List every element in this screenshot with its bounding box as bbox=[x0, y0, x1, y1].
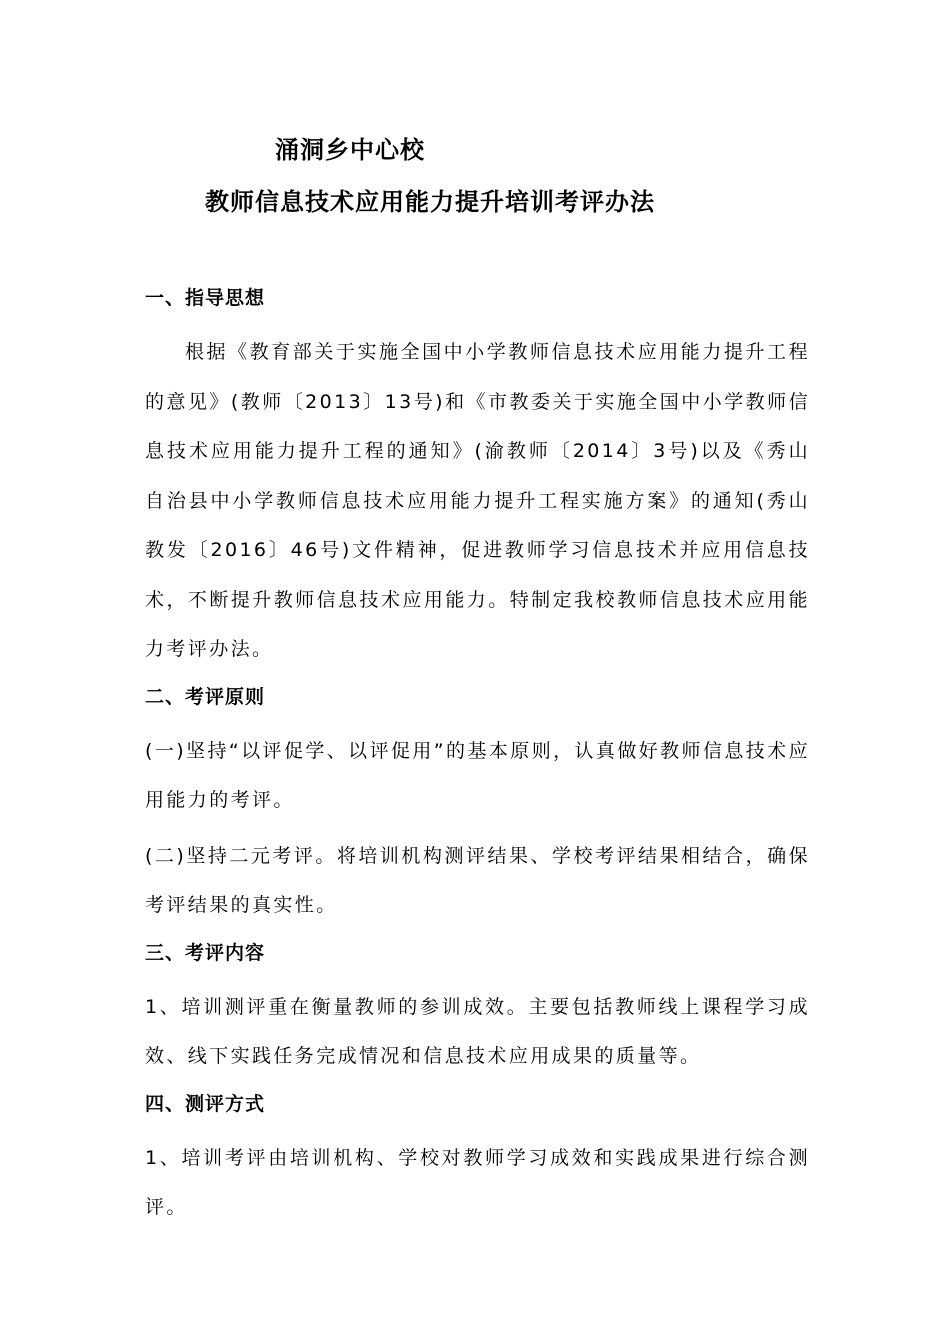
paragraph-principle-1: (一)坚持“以评促学、以评促用”的基本原则，认真做好教师信息技术应用能力的考评。 bbox=[145, 739, 810, 811]
section-heading-evaluation-method: 四、测评方式 bbox=[145, 1092, 266, 1115]
paragraph-principle-2: (二)坚持二元考评。将培训机构测评结果、学校考评结果相结合，确保考评结果的真实性。 bbox=[145, 844, 810, 916]
section-heading-evaluation-principles: 二、考评原则 bbox=[145, 685, 266, 708]
document-body bbox=[145, 282, 810, 1239]
paragraph-content-1: 1、培训测评重在衡量教师的参训成效。主要包括教师线上课程学习成效、线下实践任务完成情况和信息技术应用成果的质量等。 bbox=[145, 995, 810, 1067]
school-title: 涌洞乡中心校 bbox=[275, 136, 425, 164]
paragraph-method-1: 1、培训考评由培训机构、学校对教师学习成效和实践成果进行综合测评。 bbox=[145, 1146, 810, 1218]
paragraph-guiding-ideology: 根据《教育部关于实施全国中小学教师信息技术应用能力提升工程的意见》(教师〔2013〕13号)和《市教委关于实施全国中小学教师信息技术应用能力提升工程的通知》(渝教师〔2014〕3号)以及《秀山自治县中小学教师信息技术应用能力提升工程实施方案》的通知(秀山教发〔2016〕46号)文件精神，促进教师学习信息技术并应用信息技术，不断提升教师信息技术应用能力。特制定我校教师信息技术应用能力考评办法。 bbox=[145, 341, 810, 660]
section-heading-evaluation-content: 三、考评内容 bbox=[145, 941, 266, 964]
document-title: 教师信息技术应用能力提升培训考评办法 bbox=[205, 188, 655, 216]
section-heading-guiding-ideology: 一、指导思想 bbox=[145, 287, 266, 309]
